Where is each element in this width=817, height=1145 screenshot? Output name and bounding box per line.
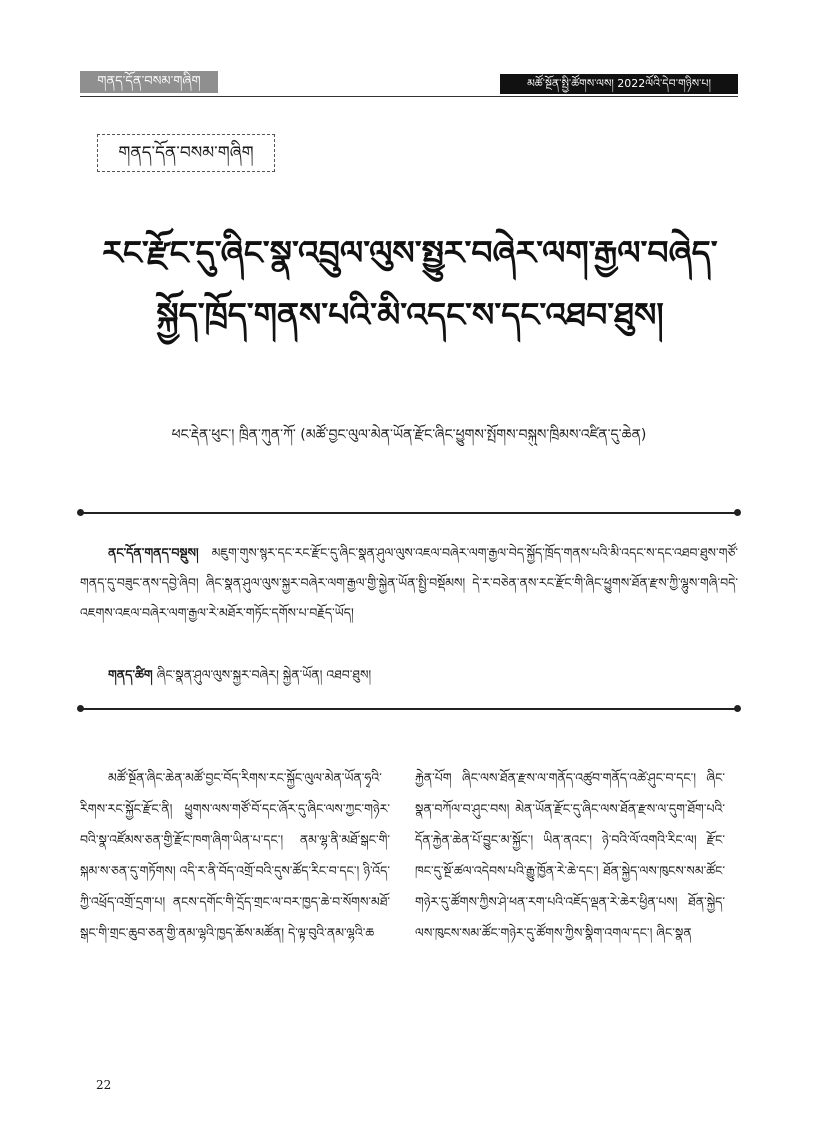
divider-dot-left <box>77 705 84 712</box>
divider-dot-left <box>77 509 84 516</box>
divider-bottom <box>80 708 738 710</box>
divider-dot-right <box>734 705 741 712</box>
header-rule <box>80 96 738 97</box>
keywords-label: གནད་ཚིག <box>108 667 153 682</box>
keywords-text: ཞིང་སྣན་ཤུལ་ལུས་སྐྱར་བཞེར། སྐྱེན་ཡོན། འཐབ་ཐུས། <box>156 667 372 682</box>
body-column-left: མཚོ་སྔོན་ཞིང་ཆེན་མཚོ་བྱང་བོད་རིགས་རང་སྐྱོང་ལུལ་མེན་ཡོན་ཧྭའི་རིགས་རང་སྐྱོང་རྫོང་ནི། ཕྱུགས་ལས་གཙོ་བོ་དང་ཞོར་དུ་ཞིང་ལས་ཀྱང་གཉེར་བའི་སྣ་འཛོམས་ཅན་གྱི་རྫོང་ཁག་ཞིག་ཡིན་པ་དང་། ནམ་ལྷ་ནི་མཐོ་སྒང་གི་སྐམ་ས་ཅན་དུ་གཏོགས། འདི་ར་ནི་བོད་འགྲོ་བའི་དུས་ཚོད་རིང་བ་དང་། ཉི་འོད་ཀྱི་འཕྲོད་འགྲོ་དྲག་པ། ནངས་དགོང་གི་དྲོད་གྲང་ལ་བར་ཁྱད་ཆེ་བ་སོགས་མཐོ་སྒང་གི་གྲང་ཆུབ་ཅན་གྱི་ནམ་ལྷའི་ཁྱད་ཆོས་མཚོན། དེ་ལྟ་བུའི་ནམ་ལྷའི་ཆ <box>80 770 390 940</box>
divider-top <box>80 512 738 514</box>
section-label: གནད་དོན་བསམ་གཞིག <box>97 134 275 172</box>
keywords <box>80 660 738 690</box>
article-title: རང་རྫོང་དུ་ཞིང་སྣ་འབྲུལ་ལུས་སྤྱུར་བཞེར་ལག་རྒྱལ་བཞེད་སྐྱོད་ཁྲོད་གནས་པའི་མི་འདང་ས་དང་འཐབ་ཐུས། <box>102 233 718 334</box>
abstract-text: མཇུག་གུས་སྙར་དང་རང་རྫོང་དུ་ཞིང་སྣན་ཤུལ་ལུས་འཇལ་བཞེར་ལག་རྒྱལ་བེད་སྐྱོད་ཁྲོད་གནས་པའི་མི་འདང་ས་དང་འཐབ་ཐུས་གཙོ་གནད་དུ་བཟུང་ནས་དབྱེ་ཞིབ། ཞིང་སྣན་ཤུལ་ལུས་སྐྱར་བཞེར་ལག་རྒྱལ་གྱི་སྐྱེན་ཡོན་སྤྱི་བསྡོམས། དེ་ར་བཅེན་ནས་རང་རྫོང་གི་ཞིང་ཕྱུགས་ཐོན་རྫས་ཀྱི་ལྷུས་གཞི་བདེ་འཇགས་འཇལ་བཞེར་ལག་རྒྱལ་རེ་མཐོར་གཏོང་དགོས་པ་བརྗོད་ཡོད། <box>80 545 738 620</box>
author-byline: ཕང་རྡེན་ཕུང་། ཁྲིན་ཀུན་ཀོ་ (མཚོ་བྱང་ལུལ་མེན་ཡོན་རྫོང་ཞིང་ཕྱུགས་སྤོགས་བསྐུས་ཁྲིམས་འཛིན་དུ་ཆེན) <box>171 427 647 443</box>
page-number: 22 <box>96 1078 112 1092</box>
running-header-left: གནད་དོན་བསམ་གཞིག <box>80 71 218 93</box>
body-column-right: རྐྱེན་པོག ཞིང་ལས་ཐོན་རྫས་ལ་གནོད་འཚུབ་གནོད་འཚེ་ཤུང་བ་དང་། ཞིང་སྣན་བཀོལ་བ་ཤུང་བས། མེན་ཡོན་རྫོང་དུ་ཞིང་ལས་ཐོན་རྫས་ལ་དུག་ཐོག་པའི་དོན་རྐྱེན་ཆེན་པོ་བྱུང་མ་སྐྱོང་། ཡིན་ནའང་། ཉེ་བའི་ལོ་འགའི་རིང་ལ། རྫོང་ཁང་དུ་སྔོ་ཚལ་འདེབས་པའི་རྒྱུ་ཁྱོན་རེ་ཆེ་དང་། ཐོན་སྐྱེད་ལས་ཁུངས་སམ་ཚོང་གཉེར་དུ་ཚོགས་ཀྱིས་ཤེ་ཕན་རག་པའི་འཇོད་ལྡན་རེ་ཆེར་ཕྱིན་པས། ཐོན་སྐྱེད་ལས་ཁུངས་སམ་ཚོང་གཉེར་དུ་ཚོགས་ཀྱིས་སྣིག་འགལ་དང་། ཞིང་སྣན <box>415 770 725 940</box>
abstract-label: ནང་དོན་གནད་བསྡུས། <box>108 545 199 560</box>
abstract <box>80 538 738 628</box>
divider-dot-right <box>734 509 741 516</box>
running-header-right: མཚོ་སྔོན་སྤྱི་ཚོགས་ལས། 2022ལོའི་དེབ་གཉིས་པ། <box>500 74 738 94</box>
